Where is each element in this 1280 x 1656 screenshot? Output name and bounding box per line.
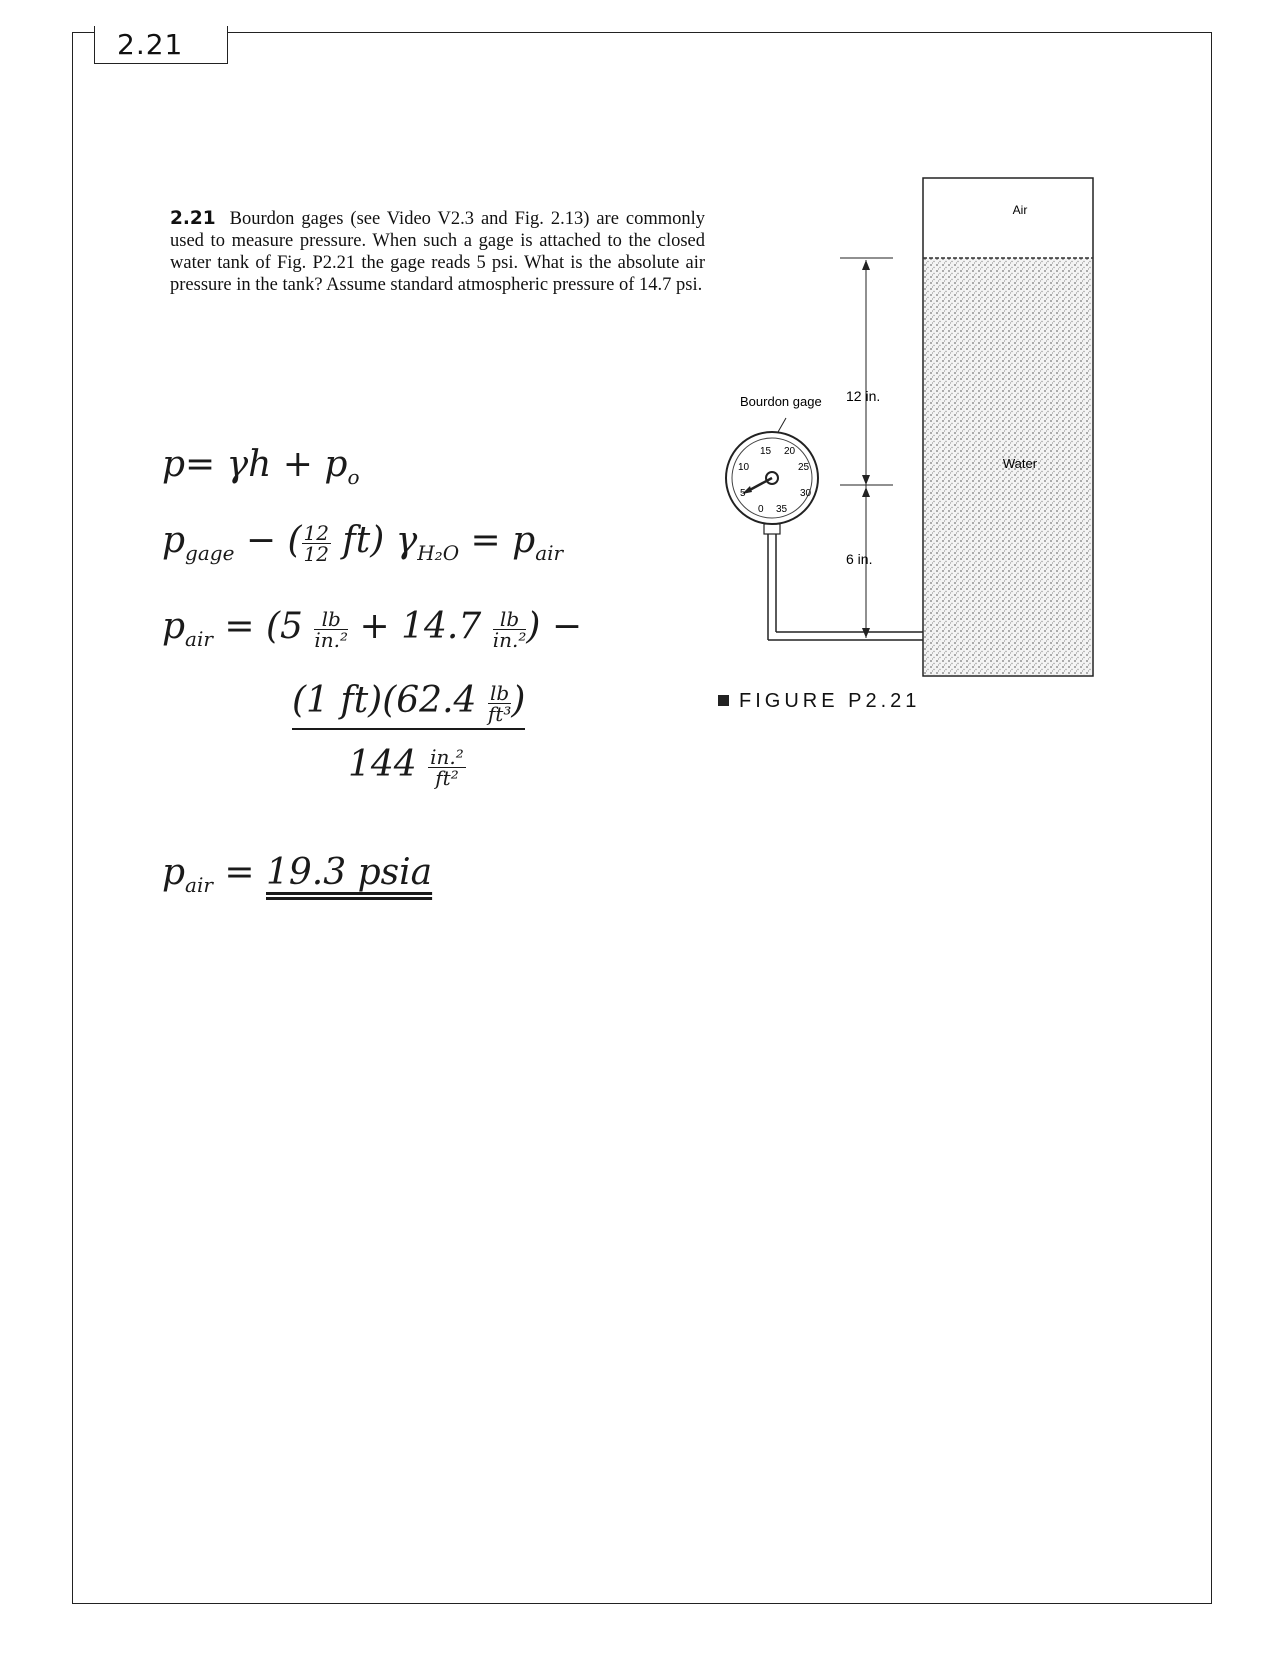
- eq2-fraction: [302, 520, 331, 566]
- dial-number: 35: [776, 504, 788, 515]
- eq3-unit-2: [492, 606, 527, 652]
- dial-number: 10: [738, 462, 750, 473]
- eq1-p0: p: [324, 444, 348, 485]
- dial-number: 25: [798, 462, 810, 473]
- equation-line-6: [162, 852, 432, 897]
- dial-number: 20: [784, 446, 796, 457]
- eq2-eq: =: [459, 520, 513, 561]
- problem-number: 2.21: [170, 208, 216, 229]
- eq3-air-sub: air: [185, 627, 213, 651]
- eq4-text: (1 ft)(62.4: [292, 680, 488, 721]
- dial-number: 0: [758, 504, 764, 515]
- eq2-frac-bot: 12: [303, 541, 329, 566]
- problem-label: 2.21: [117, 28, 184, 61]
- eq6-eq: =: [212, 852, 266, 893]
- equation-line-2: [162, 520, 563, 565]
- eq2-ft: ft) γ: [330, 520, 418, 561]
- eq3-u2-bot: in.²: [492, 627, 527, 652]
- eq2-minus: − (: [234, 520, 302, 561]
- eq3-unit-1: [314, 606, 349, 652]
- eq4-u-bot: ft³: [487, 701, 512, 726]
- eq2-air-sub: air: [535, 541, 564, 565]
- eq4-u-top: lb: [488, 683, 511, 704]
- eq1-rhs: = γh +: [185, 444, 325, 485]
- final-answer: 19.3 psia: [266, 852, 433, 893]
- eq3-pair: p: [162, 606, 186, 647]
- dimension-lower-label: 6 in.: [846, 551, 873, 567]
- equation-line-5: [348, 744, 466, 788]
- equation-line-1: [162, 444, 360, 489]
- water-label: Water: [1002, 456, 1038, 471]
- dimension-upper-label: 12 in.: [846, 388, 881, 404]
- eq2-frac-top: 12: [303, 520, 329, 545]
- dial-number: 30: [800, 488, 812, 499]
- eq3-u1-top: lb: [314, 609, 348, 630]
- eq6-pair: p: [162, 852, 186, 893]
- eq5-unit: [428, 744, 466, 790]
- problem-text: Bourdon gages (see Video V2.3 and Fig. 2.13) are commonly used to measure pressure. When such a gage is attached to the closed water tank of Fig. P2.21 the gage reads 5 psi. What is the absolute air pressure in the tank? Assume standard atmospheric pressure of 14.7 psi.: [170, 209, 705, 295]
- dial-number: 5: [740, 488, 746, 499]
- eq4-close: ): [511, 680, 526, 721]
- eq2-gage-sub: gage: [185, 541, 235, 565]
- eq3-u2-top: lb: [493, 609, 527, 630]
- eq5-text: 144: [348, 744, 429, 785]
- dial-number: 15: [760, 446, 772, 457]
- eq4-unit: [487, 680, 512, 726]
- air-label: Air: [1012, 203, 1028, 217]
- eq3-close: ) −: [526, 606, 583, 647]
- eq3-plus: + 14.7: [348, 606, 493, 647]
- eq3-open: = (5: [212, 606, 315, 647]
- eq6-air-sub: air: [185, 873, 213, 897]
- gage-label: Bourdon gage: [740, 394, 822, 409]
- eq3-u1-bot: in.²: [314, 627, 349, 652]
- eq2-h2o-sub: H₂O: [417, 541, 460, 565]
- eq1-p0-sub: o: [347, 465, 360, 489]
- eq5-u-bot: ft²: [435, 765, 459, 790]
- eq1-p: p: [162, 444, 186, 485]
- eq5-u-top: in.²: [430, 744, 464, 769]
- caption-bullet-icon: [718, 695, 729, 706]
- equation-line-3: [162, 606, 582, 651]
- eq2-p: p: [162, 520, 186, 561]
- figure-caption: [718, 690, 920, 713]
- equation-line-4: [292, 680, 525, 730]
- caption-text: FIGURE P2.21: [739, 690, 921, 712]
- eq2-pair: p: [512, 520, 536, 561]
- bourdon-gage-icon: [726, 432, 818, 524]
